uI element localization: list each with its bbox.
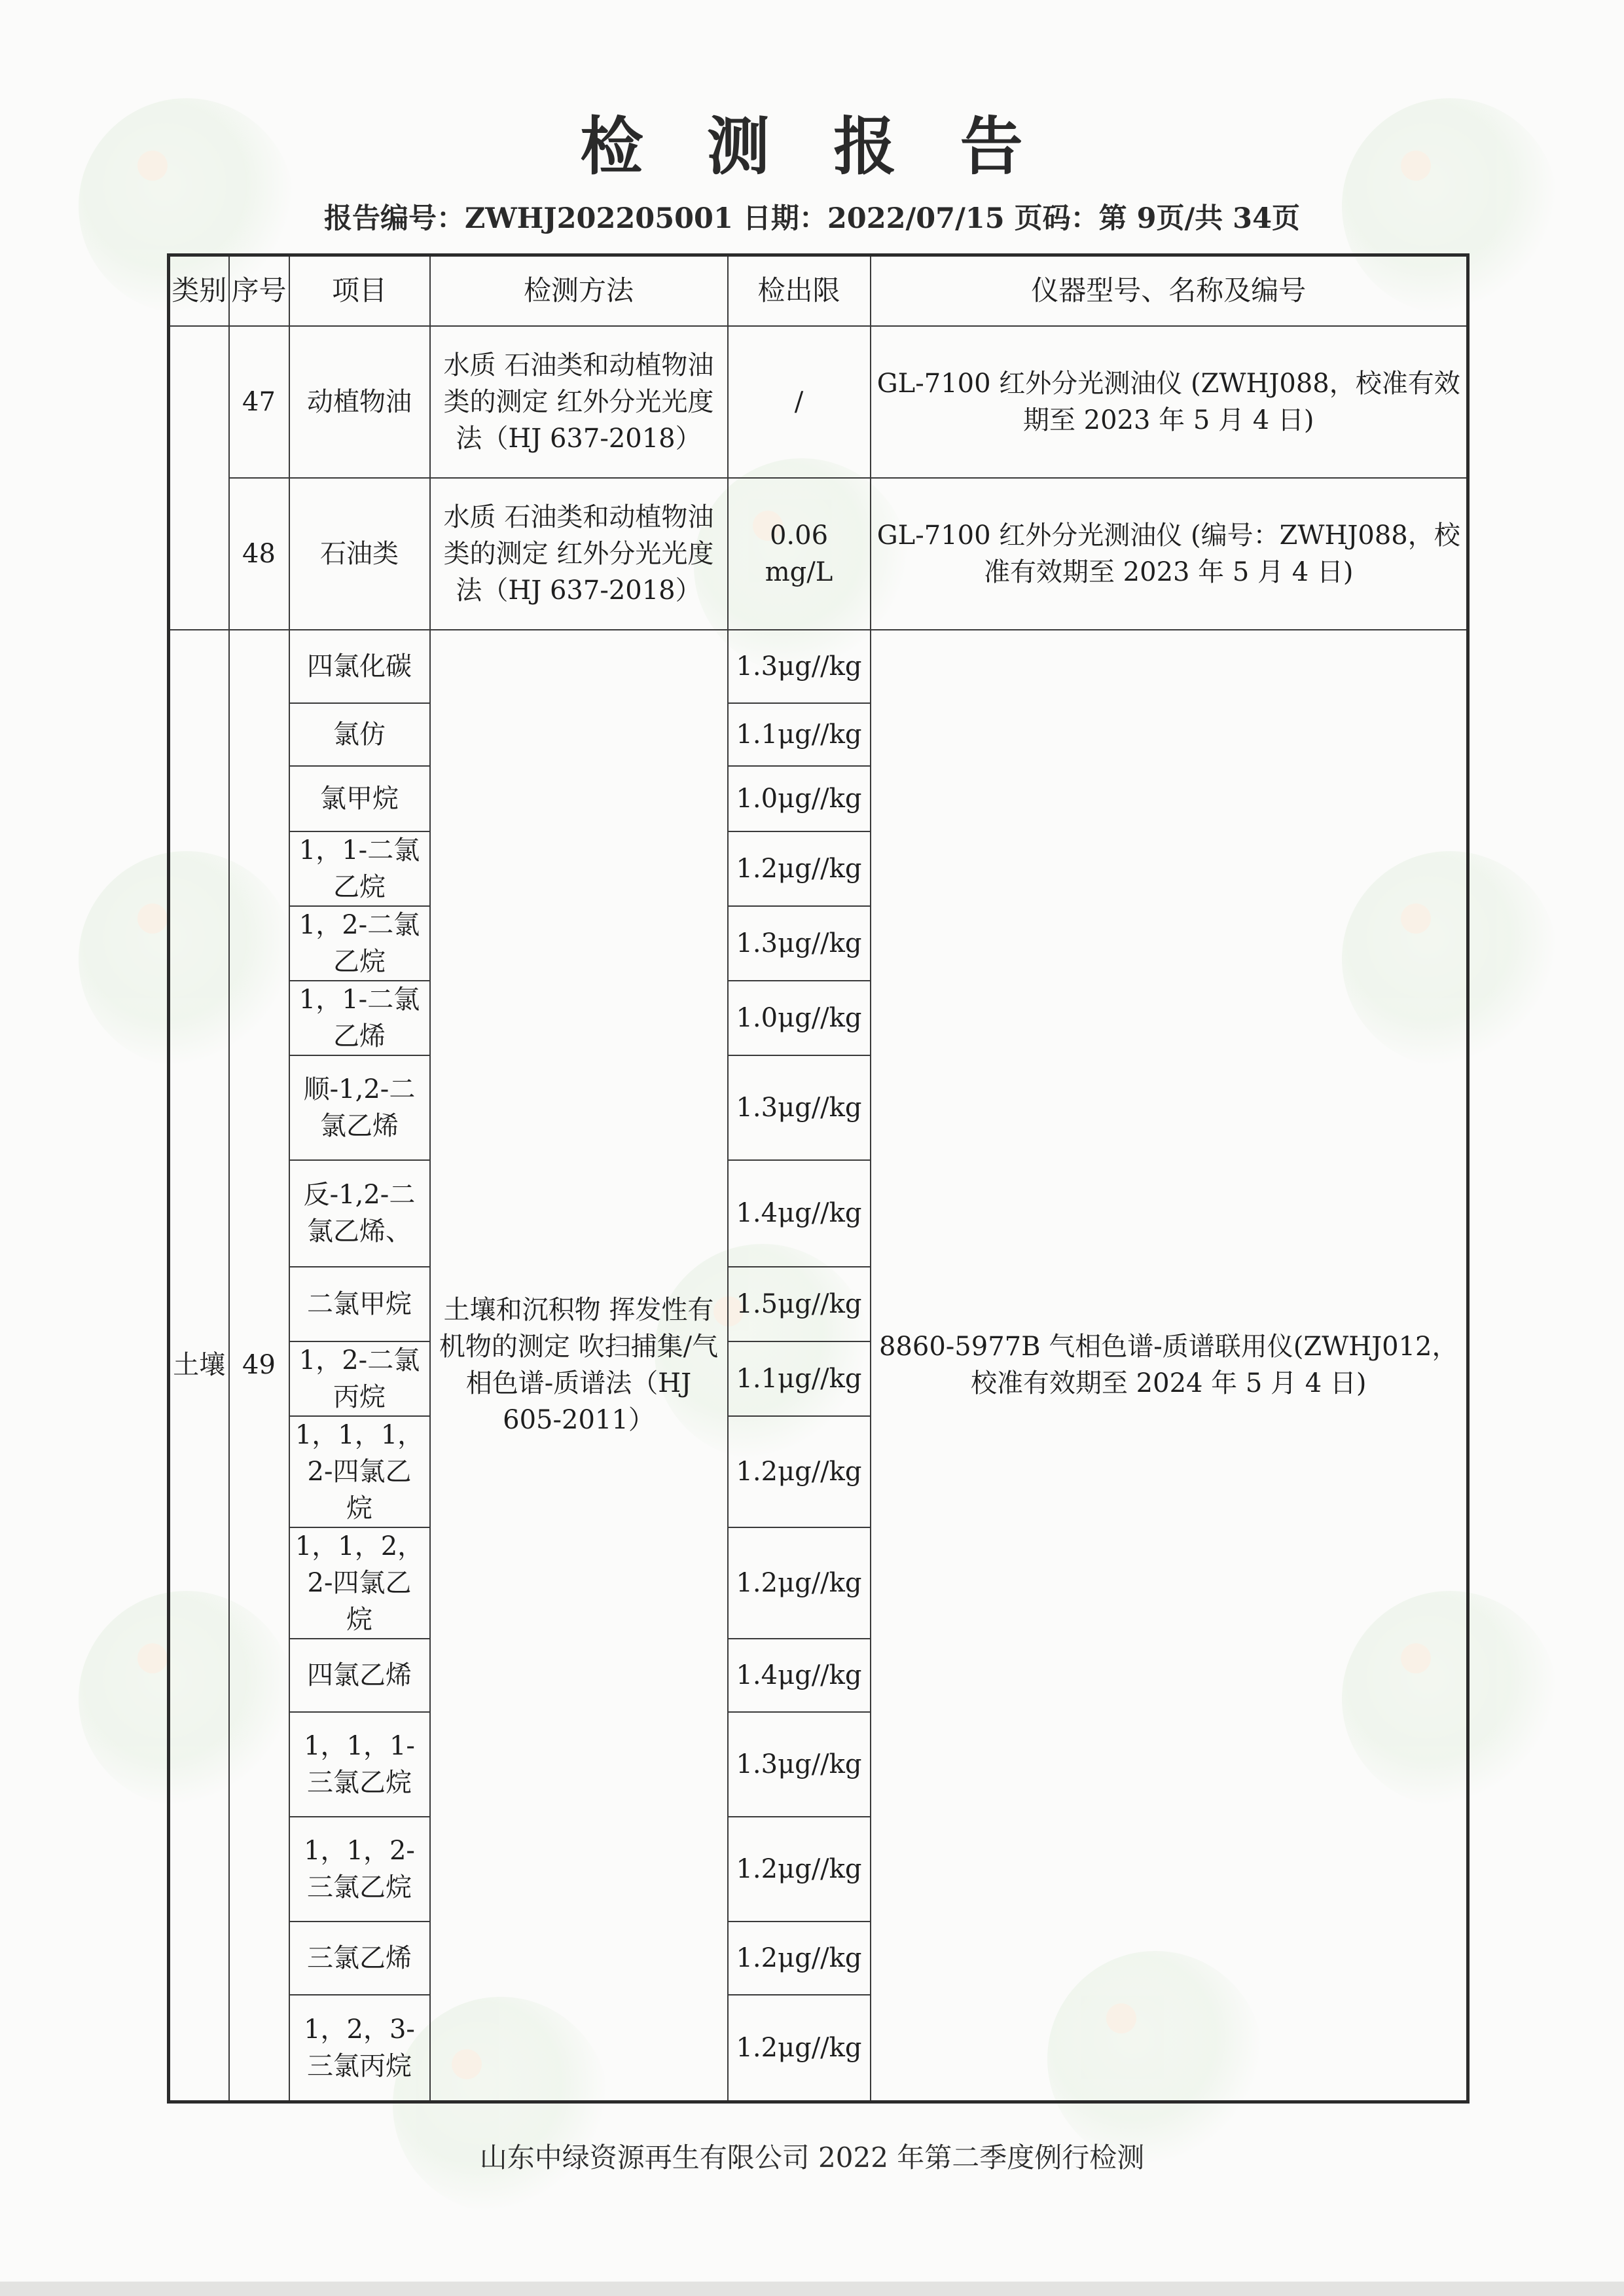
limit-cell: 1.3μg//kg (728, 1712, 871, 1817)
limit-cell: 1.4μg//kg (728, 1160, 871, 1267)
item-cell: 二氯甲烷 (289, 1267, 430, 1341)
instrument-cell: GL-7100 红外分光测油仪 (ZWHJ088，校准有效期至 2023 年 5 月 4 日) (871, 326, 1468, 478)
limit-cell: 1.2μg//kg (728, 1995, 871, 2102)
item-cell: 四氯乙烯 (289, 1639, 430, 1712)
item-cell: 动植物油 (289, 326, 430, 478)
number-cell: 49 (229, 630, 289, 2102)
item-cell: 反-1,2-二氯乙烯、 (289, 1160, 430, 1267)
item-cell: 石油类 (289, 478, 430, 630)
limit-cell: 1.3μg//kg (728, 630, 871, 703)
limit-cell: 1.2μg//kg (728, 1817, 871, 1922)
table-row (169, 478, 1468, 630)
item-cell: 1，1，2-三氯乙烷 (289, 1817, 430, 1922)
limit-cell: 0.06 mg/L (728, 478, 871, 630)
report-footer: 山东中绿资源再生有限公司 2022 年第二季度例行检测 (479, 2141, 1145, 2174)
report-title: 检 测 报 告 (580, 110, 1044, 183)
limit-cell: 1.2μg//kg (728, 831, 871, 906)
limit-cell: 1.5μg//kg (728, 1267, 871, 1341)
report-meta: 报告编号：ZWHJ202205001 日期：2022/07/15 页码：第 9页/共 34页 (323, 202, 1301, 235)
item-cell: 1，2-二氯丙烷 (289, 1341, 430, 1416)
scan-edge (0, 2282, 1624, 2296)
limit-cell: 1.2μg//kg (728, 1922, 871, 1995)
method-cell: 土壤和沉积物 挥发性有机物的测定 吹扫捕集/气相色谱-质谱法（HJ 605-2011） (430, 630, 728, 2102)
number-cell: 48 (229, 478, 289, 630)
col-header-number: 序号 (229, 255, 289, 326)
item-cell: 氯甲烷 (289, 766, 430, 831)
item-cell: 1，1-二氯乙烯 (289, 981, 430, 1055)
instrument-cell: 8860-5977B 气相色谱-质谱联用仪(ZWHJ012，校准有效期至 2024 年 5 月 4 日) (871, 630, 1468, 2102)
limit-cell: 1.0μg//kg (728, 766, 871, 831)
col-header-method: 检测方法 (430, 255, 728, 326)
col-header-category: 类别 (169, 255, 229, 326)
limit-cell: 1.4μg//kg (728, 1639, 871, 1712)
limit-cell: 1.0μg//kg (728, 981, 871, 1055)
col-header-instrument: 仪器型号、名称及编号 (871, 255, 1468, 326)
item-cell: 1，2，3-三氯丙烷 (289, 1995, 430, 2102)
method-cell: 水质 石油类和动植物油类的测定 红外分光光度法（HJ 637-2018） (430, 326, 728, 478)
table-header-row (169, 255, 1468, 326)
col-header-item: 项目 (289, 255, 430, 326)
category-cell: 土壤 (169, 630, 229, 2102)
number-cell: 47 (229, 326, 289, 478)
item-cell: 三氯乙烯 (289, 1922, 430, 1995)
limit-cell: 1.3μg//kg (728, 906, 871, 981)
limit-cell: 1.2μg//kg (728, 1527, 871, 1639)
item-cell: 氯仿 (289, 703, 430, 766)
item-cell: 1，2-二氯乙烷 (289, 906, 430, 981)
limit-cell: 1.1μg//kg (728, 1341, 871, 1416)
limit-cell: 1.2μg//kg (728, 1416, 871, 1527)
item-cell: 四氯化碳 (289, 630, 430, 703)
table-row (169, 326, 1468, 478)
col-header-limit: 检出限 (728, 255, 871, 326)
limit-cell: / (728, 326, 871, 478)
item-cell: 1，1，1-三氯乙烷 (289, 1712, 430, 1817)
report-table (167, 253, 1470, 2104)
method-cell: 水质 石油类和动植物油类的测定 红外分光光度法（HJ 637-2018） (430, 478, 728, 630)
item-cell: 1，1-二氯乙烷 (289, 831, 430, 906)
item-cell: 1，1，2，2-四氯乙烷 (289, 1527, 430, 1639)
limit-cell: 1.3μg//kg (728, 1055, 871, 1160)
item-cell: 顺-1,2-二氯乙烯 (289, 1055, 430, 1160)
table-row (169, 630, 1468, 703)
category-cell-empty (169, 326, 229, 630)
instrument-cell: GL-7100 红外分光测油仪 (编号：ZWHJ088，校准有效期至 2023 年 5 月 4 日) (871, 478, 1468, 630)
item-cell: 1，1，1，2-四氯乙烷 (289, 1416, 430, 1527)
limit-cell: 1.1μg//kg (728, 703, 871, 766)
